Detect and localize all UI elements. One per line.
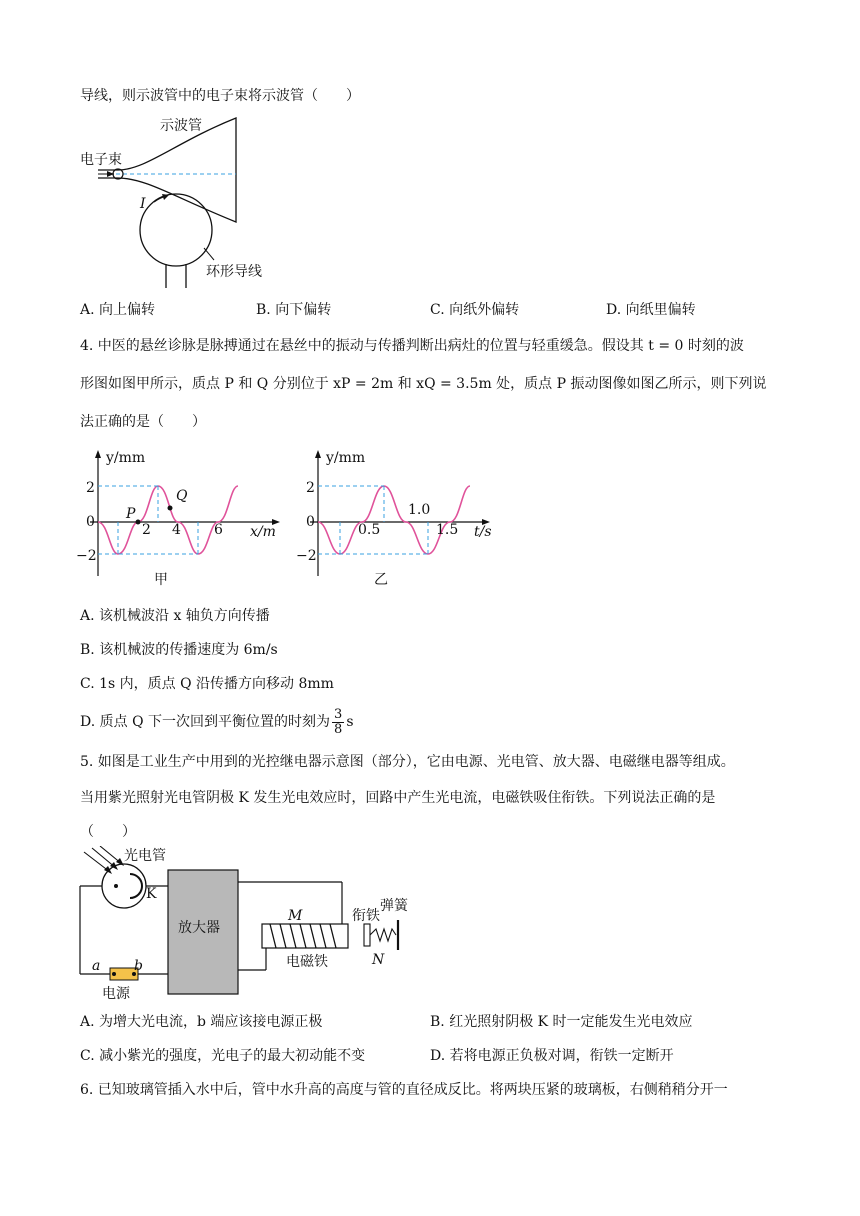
armature-label: 衔铁 xyxy=(352,908,380,924)
tube-label: 示波管 xyxy=(160,118,202,134)
jia-caption: 甲 xyxy=(154,572,168,588)
phototube-label: 光电管 xyxy=(124,848,166,864)
jia-point-p: P xyxy=(126,506,136,522)
q3-option-c[interactable]: C. 向纸外偏转 xyxy=(430,302,520,318)
q5-stem-line3: （ ） xyxy=(80,824,136,840)
q3-option-b[interactable]: B. 向下偏转 xyxy=(256,302,332,318)
q3-option-d[interactable]: D. 向纸里偏转 xyxy=(606,302,696,318)
q5-stem-line1: 5. 如图是工业生产中用到的光控继电器示意图（部分），它由电源、光电管、放大器、电磁继电器等组成。 xyxy=(80,754,735,770)
jia-xtick-4: 4 xyxy=(172,522,181,538)
source-label: 电源 xyxy=(102,986,130,1002)
jia-ylabel: y/mm xyxy=(106,450,146,466)
yi-xtick-10: 1.0 xyxy=(408,502,431,518)
jia-xtick-2: 2 xyxy=(142,522,151,538)
q4-stem-line3: 法正确的是（ ） xyxy=(80,414,206,430)
q5-option-c[interactable]: C. 减小紫光的强度，光电子的最大初动能不变 xyxy=(80,1048,366,1064)
jia-xtick-6: 6 xyxy=(214,522,223,538)
q4-stem-line2: 形图如图甲所示，质点 P 和 Q 分别位于 xP = 2m 和 xQ = 3.5m 处，质点 P 振动图像如图乙所示，则下列说 xyxy=(80,376,767,392)
yi-ytick-2: 2 xyxy=(306,480,315,496)
q4-option-a[interactable]: A. 该机械波沿 x 轴负方向传播 xyxy=(80,608,270,624)
terminal-b: b xyxy=(134,958,143,974)
yi-xtick-15: 1.5 xyxy=(436,522,459,538)
loop-label: 环形导线 xyxy=(206,264,262,280)
yi-xlabel: t/s xyxy=(474,524,492,540)
yi-ytick-neg2: −2 xyxy=(296,548,317,564)
q3-option-a[interactable]: A. 向上偏转 xyxy=(80,302,156,318)
vibration-graph-yi xyxy=(300,446,500,596)
amplifier-label: 放大器 xyxy=(178,920,220,936)
q3-figure xyxy=(76,112,296,292)
fraction: $\frac{3}{8}$ xyxy=(334,706,343,737)
electromagnet-label: 电磁铁 xyxy=(286,954,328,970)
beam-label: 电子束 xyxy=(80,152,122,168)
jia-ytick-2: 2 xyxy=(86,480,95,496)
yi-xtick-05: 0.5 xyxy=(358,522,381,538)
q4-stem-line1: 4. 中医的悬丝诊脉是脉搏通过在悬丝中的振动与传播判断出病灶的位置与轻重缓急。假设其 t = 0 时刻的波 xyxy=(80,338,744,354)
yi-caption: 乙 xyxy=(374,572,388,588)
terminal-a: a xyxy=(92,958,101,974)
q5-option-b[interactable]: B. 红光照射阴极 K 时一定能发生光电效应 xyxy=(430,1014,693,1030)
q3-stem-tail: 导线，则示波管中的电子束将示波管（ ） xyxy=(80,88,360,104)
q6-stem-line1: 6. 已知玻璃管插入水中后，管中水升高的高度与管的直径成反比。将两块压紧的玻璃板，右侧稍稍分开一 xyxy=(80,1082,728,1098)
jia-ytick-0: 0 xyxy=(86,514,95,530)
magnet-m-label: M xyxy=(288,908,303,924)
q4-option-c[interactable]: C. 1s 内，质点 Q 沿传播方向移动 8mm xyxy=(80,676,334,692)
jia-ytick-neg2: −2 xyxy=(76,548,97,564)
q5-stem-line2: 当用紫光照射光电管阴极 K 发生光电效应时，回路中产生光电流，电磁铁吸住衔铁。下列说法正确的是 xyxy=(80,790,716,806)
q5-option-a[interactable]: A. 为增大光电流，b 端应该接电源正极 xyxy=(80,1014,323,1030)
q5-option-d[interactable]: D. 若将电源正负极对调，衔铁一定断开 xyxy=(430,1048,674,1064)
jia-xlabel: x/m xyxy=(250,524,276,540)
wave-graph-jia xyxy=(80,446,290,596)
yi-ylabel: y/mm xyxy=(326,450,366,466)
current-label: I xyxy=(140,196,146,212)
yi-ytick-0: 0 xyxy=(306,514,315,530)
cathode-label: K xyxy=(146,886,157,902)
q4-option-b[interactable]: B. 该机械波的传播速度为 6m/s xyxy=(80,642,278,658)
n-label: N xyxy=(372,952,385,968)
q4-option-d[interactable]: D. 质点 Q 下一次回到平衡位置的时刻为 $\frac{3}{8}$ s xyxy=(80,706,354,737)
spring-label: 弹簧 xyxy=(380,898,408,914)
jia-point-q: Q xyxy=(176,488,188,504)
